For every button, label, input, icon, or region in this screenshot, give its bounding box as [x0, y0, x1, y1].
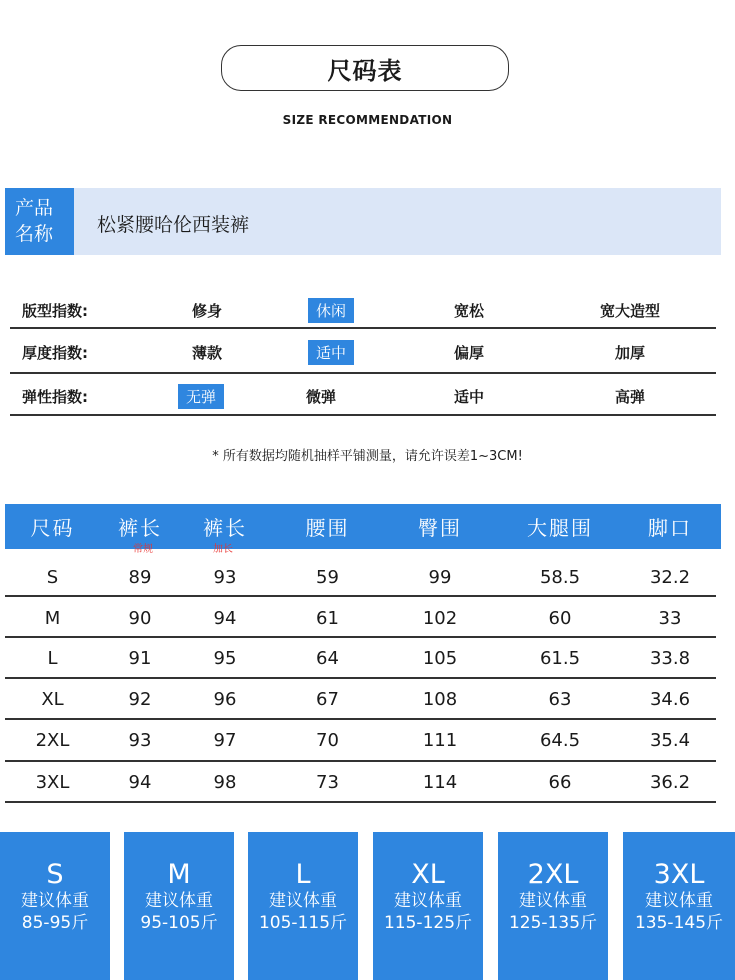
table-cell: 70 — [316, 729, 339, 751]
divider — [10, 414, 716, 416]
weight-box-size: S — [46, 859, 64, 890]
weight-box-xl — [373, 832, 483, 980]
index-option: 适中 — [453, 387, 484, 406]
table-cell: 59 — [316, 566, 339, 588]
weight-box-range: 105-115斤 — [258, 913, 348, 933]
table-cell: 96 — [213, 688, 237, 710]
weight-box-size: XL — [411, 859, 445, 890]
weight-box-s — [0, 832, 110, 980]
table-cell: 64 — [316, 647, 339, 669]
table-cell: 102 — [422, 607, 458, 629]
index-option: 加厚 — [614, 343, 645, 362]
weight-box-m — [124, 832, 234, 980]
weight-box-range: 85-95斤 — [21, 913, 89, 933]
table-row — [5, 638, 721, 678]
table-cell: M — [44, 607, 61, 629]
measurement-note: * 所有数据均随机抽样平铺测量，请允许误差1~3CM! — [212, 449, 523, 464]
table-cell: 108 — [422, 688, 458, 710]
weight-box-3xl — [623, 832, 735, 980]
table-cell: 2XL — [35, 729, 70, 751]
table-cell: 60 — [548, 607, 572, 629]
weight-box-l — [248, 832, 358, 980]
page-subtitle: SIZE RECOMMENDATION — [282, 113, 453, 127]
index-option: 宽大造型 — [599, 301, 660, 320]
elasticity-index-row — [10, 374, 716, 418]
weight-box-label: 建议体重 — [645, 891, 713, 911]
table-cell: 73 — [316, 771, 339, 793]
index-option: 高弹 — [614, 387, 645, 406]
index-option: 偏厚 — [453, 343, 484, 362]
table-row — [5, 557, 721, 597]
table-row — [5, 679, 721, 719]
header-size: 尺码 — [30, 516, 75, 540]
table-cell: 32.2 — [649, 566, 691, 588]
table-cell: 92 — [128, 688, 152, 710]
index-option: 修身 — [191, 301, 222, 320]
weight-box-range: 115-125斤 — [383, 913, 473, 933]
weight-box-label: 建议体重 — [269, 891, 337, 911]
weight-box-range: 135-145斤 — [634, 913, 724, 933]
header-length-regular: 裤长 — [118, 516, 162, 540]
table-cell: 64.5 — [539, 729, 581, 751]
table-cell: 91 — [128, 647, 152, 669]
header-length-long: 裤长 — [203, 516, 247, 540]
table-cell: 63 — [548, 688, 572, 710]
table-cell: XL — [41, 688, 64, 710]
index-option-selected: 适中 — [308, 340, 354, 365]
index-option: 微弹 — [305, 387, 336, 406]
table-cell: 33.8 — [649, 647, 691, 669]
table-cell: 95 — [213, 647, 237, 669]
table-cell: 61 — [316, 607, 339, 629]
table-cell: 114 — [422, 771, 458, 793]
subheader-long: 加长 — [213, 544, 233, 555]
size-table-header — [5, 504, 721, 549]
table-row — [5, 762, 721, 802]
index-label: 弹性指数: — [22, 387, 88, 406]
table-cell: 34.6 — [649, 688, 691, 710]
divider — [5, 801, 716, 803]
product-tag-line1: 产品 — [15, 197, 54, 219]
index-label: 版型指数: — [22, 301, 88, 320]
divider — [5, 595, 716, 597]
header-waist: 腰围 — [305, 516, 350, 540]
table-cell: 98 — [213, 771, 237, 793]
table-cell: 99 — [428, 566, 452, 588]
weight-box-size: 3XL — [653, 859, 705, 890]
table-cell: 33 — [658, 607, 682, 629]
table-cell: 94 — [213, 607, 237, 629]
fit-index-row — [10, 288, 716, 332]
page-title: 尺码表 — [221, 45, 509, 91]
table-cell: 89 — [128, 566, 152, 588]
weight-box-2xl — [498, 832, 608, 980]
index-option: 宽松 — [453, 301, 484, 320]
divider — [10, 327, 716, 329]
table-cell: 3XL — [35, 771, 70, 793]
table-cell: 94 — [128, 771, 152, 793]
weight-box-size: M — [167, 859, 191, 890]
table-row — [5, 720, 721, 760]
product-name: 松紧腰哈伦西装裤 — [97, 214, 250, 236]
table-cell: 35.4 — [649, 729, 691, 751]
index-option: 薄款 — [191, 343, 222, 362]
weight-box-size: 2XL — [527, 859, 579, 890]
product-tag-line2: 名称 — [15, 223, 54, 245]
table-cell: 111 — [422, 729, 458, 751]
table-cell: 105 — [422, 647, 458, 669]
table-cell: 67 — [316, 688, 339, 710]
product-tag — [5, 188, 74, 255]
table-cell: 61.5 — [539, 647, 581, 669]
table-cell: L — [47, 647, 58, 669]
weight-box-label: 建议体重 — [394, 891, 462, 911]
index-option-selected: 休闲 — [308, 298, 354, 323]
header-hip: 臀围 — [418, 516, 462, 540]
weight-box-range: 95-105斤 — [140, 913, 218, 933]
header-thigh: 大腿围 — [527, 516, 593, 540]
subheader-regular: 常规 — [133, 544, 153, 555]
table-cell: 58.5 — [539, 566, 581, 588]
weight-box-size: L — [295, 859, 311, 890]
table-cell: 93 — [213, 566, 237, 588]
table-row — [5, 598, 721, 638]
table-cell: 66 — [548, 771, 572, 793]
weight-box-label: 建议体重 — [519, 891, 587, 911]
weight-box-range: 125-135斤 — [508, 913, 598, 933]
weight-box-label: 建议体重 — [21, 891, 89, 911]
weight-box-label: 建议体重 — [145, 891, 213, 911]
table-cell: 90 — [128, 607, 152, 629]
table-cell: 93 — [128, 729, 152, 751]
table-cell: 36.2 — [649, 771, 691, 793]
index-label: 厚度指数: — [22, 343, 88, 362]
table-cell: 97 — [213, 729, 237, 751]
header-leg-opening: 脚口 — [648, 516, 692, 540]
index-option-selected: 无弹 — [178, 384, 224, 409]
table-cell: S — [46, 566, 59, 588]
thickness-index-row — [10, 330, 716, 374]
